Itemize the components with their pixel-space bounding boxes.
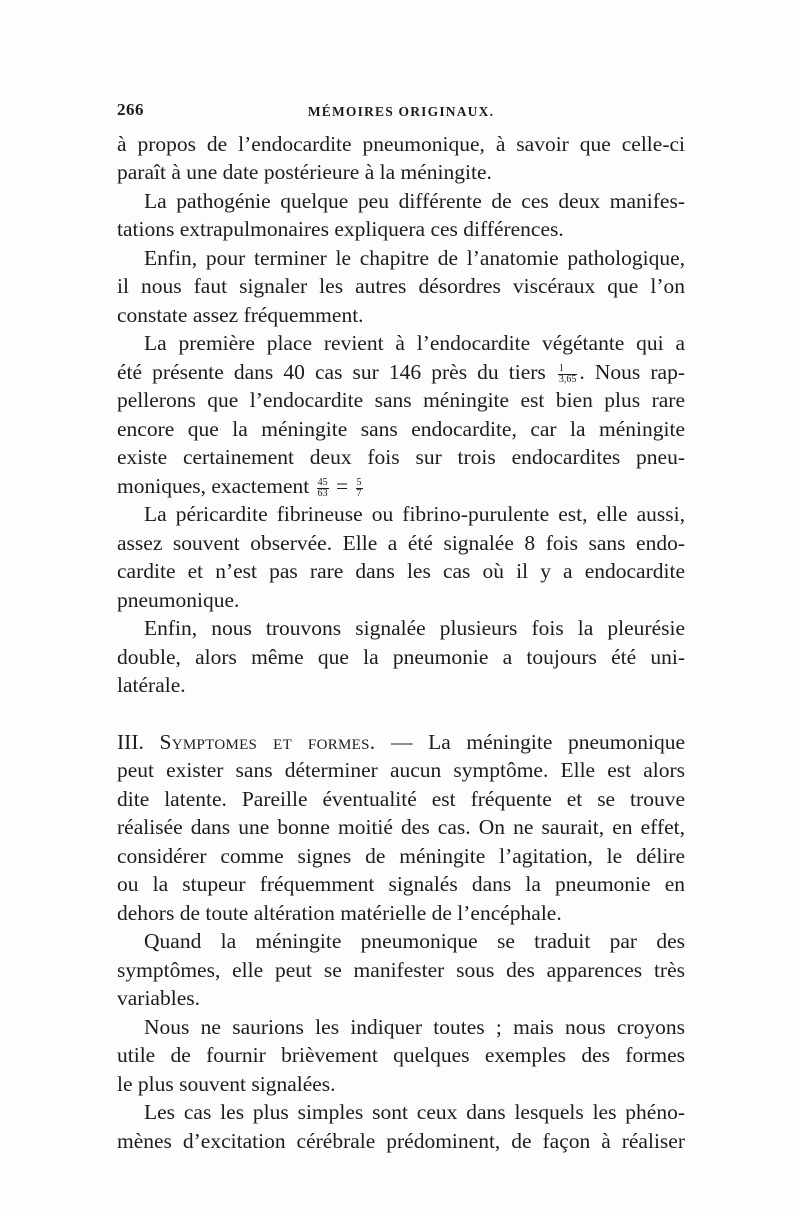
fraction-denominator: 3,65 bbox=[558, 373, 577, 385]
fraction-segment bbox=[556, 360, 685, 384]
text-line: encore que la méningite sans endocardite, car la méningite bbox=[117, 417, 685, 441]
fraction-denominator: 63 bbox=[317, 487, 328, 499]
text-line: La péricardite fibrineuse ou fibrino-purulente est, elle aussi, bbox=[144, 502, 685, 526]
text-line: double, alors même que la pneumonie a toujours été uni- bbox=[117, 645, 685, 669]
fraction-numerator: 45 bbox=[317, 476, 328, 488]
text-line bbox=[117, 472, 685, 500]
text-line: utile de fournir brièvement quelques exemples des formes bbox=[117, 1043, 685, 1067]
text-line: cardite et n’est pas rare dans les cas où il y a endocardite bbox=[117, 559, 685, 583]
text-line: Enfin, nous trouvons signalée plusieurs fois la pleurésie bbox=[144, 616, 685, 640]
text-span: . Nous rap- bbox=[579, 360, 685, 384]
text-line bbox=[117, 358, 685, 386]
text-line: assez souvent observée. Elle a été signalée 8 fois sans endo- bbox=[117, 531, 685, 555]
text-line: Nous ne saurions les indiquer toutes ; mais nous croyons bbox=[144, 1015, 685, 1039]
text-line: pneumonique. bbox=[117, 588, 240, 612]
text-line: le plus souvent signalées. bbox=[117, 1072, 336, 1096]
text-line: La première place revient à l’endocardite végétante qui a bbox=[144, 331, 685, 355]
text-line: Quand la méningite pneumonique se traduit par des bbox=[144, 929, 685, 953]
text-line: constate assez fréquemment. bbox=[117, 303, 364, 327]
equals-sign: = bbox=[336, 474, 349, 498]
text-line: latérale. bbox=[117, 673, 186, 697]
text-line: il nous faut signaler les autres désordres viscéraux que l’on bbox=[117, 274, 685, 298]
fraction-numerator: 1 bbox=[558, 364, 578, 375]
text-line: Les cas les plus simples sont ceux dans lesquels les phéno- bbox=[144, 1100, 685, 1124]
text-line: existe certainement deux fois sur trois endocardites pneu- bbox=[117, 445, 685, 469]
text-line: ou la stupeur fréquemment signalés dans la pneumonie en bbox=[117, 872, 685, 896]
text-line: variables. bbox=[117, 986, 200, 1010]
text-line: dehors de toute altération matérielle de l’encéphale. bbox=[117, 901, 562, 925]
text-line: réalisée dans une bonne moitié des cas. On ne saurait, en effet, bbox=[117, 815, 685, 839]
text-line: tations extrapulmonaires expliquera ces différences. bbox=[117, 217, 564, 241]
text-line: pellerons que l’endocardite sans méningite est bien plus rare bbox=[117, 388, 685, 412]
page-header bbox=[117, 100, 685, 124]
text-span: — La méningite pneumonique bbox=[391, 730, 685, 754]
running-title: MÉMOIRES ORIGINAUX. bbox=[307, 104, 495, 119]
text-line: considérer comme signes de méningite l’agitation, le délire bbox=[117, 844, 685, 868]
section-number: III. bbox=[117, 730, 144, 754]
fraction-one-third bbox=[558, 364, 578, 385]
text-line: peut exister sans déterminer aucun symptôme. Elle est alors bbox=[117, 758, 685, 782]
fraction-denominator: 7 bbox=[356, 487, 362, 499]
section-heading-line bbox=[117, 728, 685, 756]
text-span: moniques, exactement bbox=[117, 474, 310, 498]
text-line: mènes d’excitation cérébrale prédominent, de façon à réaliser bbox=[117, 1129, 685, 1153]
fraction-numerator: 5 bbox=[356, 476, 362, 488]
text-line: à propos de l’endocardite pneumonique, à savoir que celle-ci bbox=[117, 132, 685, 156]
fraction-simplified bbox=[356, 478, 363, 499]
page-number: 266 bbox=[117, 100, 144, 119]
fraction-ratio bbox=[317, 478, 329, 499]
text-span: été présente dans 40 cas sur 146 près du tiers bbox=[117, 360, 546, 384]
text-line: paraît à une date postérieure à la méningite. bbox=[117, 160, 492, 184]
text-line: dite latente. Pareille éventualité est fréquente et se trouve bbox=[117, 787, 685, 811]
text-line: symptômes, elle peut se manifester sous des apparences très bbox=[117, 958, 685, 982]
text-line: La pathogénie quelque peu différente de ces deux manifes- bbox=[144, 189, 685, 213]
section-title: Symptomes et formes. bbox=[159, 730, 376, 754]
text-line: Enfin, pour terminer le chapitre de l’anatomie pathologique, bbox=[144, 246, 685, 270]
